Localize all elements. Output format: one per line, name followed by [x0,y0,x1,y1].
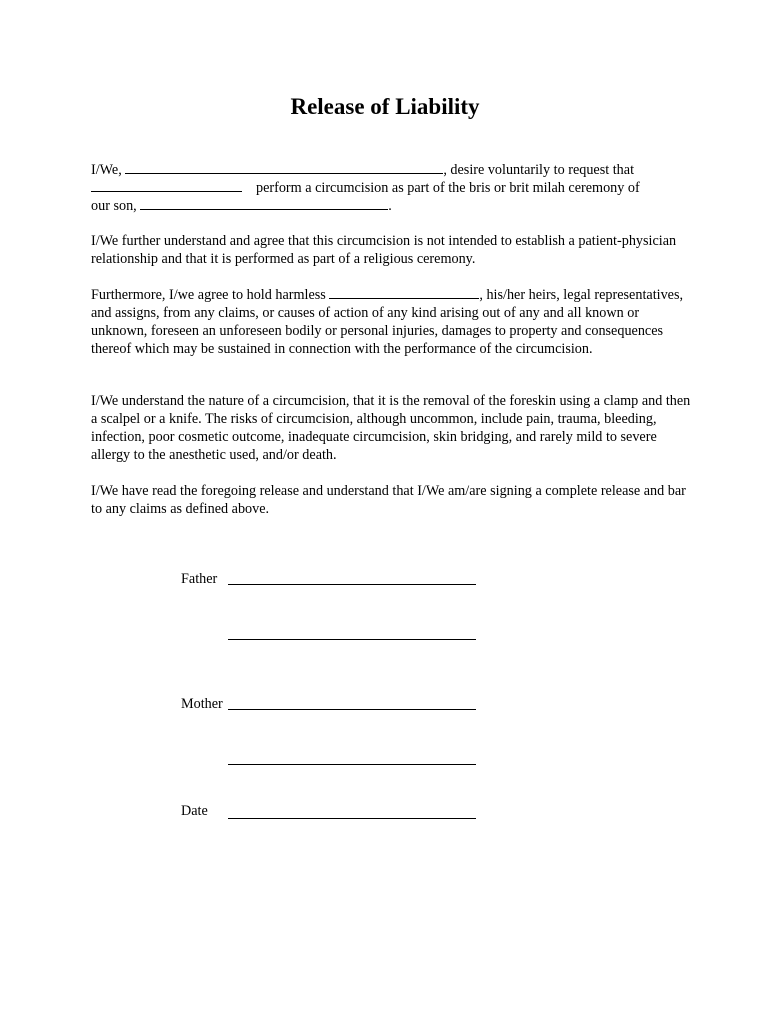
hold-harmless-name-blank[interactable] [329,285,479,299]
hold-harmless-end: , his/her heirs, legal representatives, and assigns, from any claims, or causes of action of any kind arising out of any and all known or unknown, foreseen an unforeseen bodily or personal injuries, damages to property and consequences thereof which may be sustained in connection with the performance of the circumcision. [91,287,684,357]
requester-name-blank[interactable] [125,160,443,174]
paragraph-relationship: I/We further understand and agree that this circumcision is not intended to establish a patient-physician relationship and that it is performed as part of a religious ceremony. [91,233,677,267]
paragraph-risks: I/We understand the nature of a circumcision, that it is the removal of the foreskin using a clamp and then a scalpel or a knife. The risks of circumcision, although uncommon, include pain, trauma, bleeding, infection, poor cosmetic outcome, inadequate circumcision, skin bridging, and rarely mild to severe allergy to the anesthetic used, and/or death. [91,393,691,463]
father-label: Father [181,571,218,587]
intro-line-2-text: perform a circumcision as part of the bris or brit milah ceremony of [256,180,640,196]
father-signature-line[interactable] [228,584,476,585]
mother-signature-line[interactable] [228,709,476,710]
intro-line-3-end: . [388,198,392,214]
date-line[interactable] [228,818,476,819]
date-label: Date [181,803,208,819]
paragraph-hold-harmless [91,285,691,358]
intro-line-1-end: , desire voluntarily to request that [443,162,635,178]
document-title: Release of Liability [290,94,480,119]
intro-line-1 [91,160,634,179]
intro-line-3-start: our son, [91,198,137,214]
father-second-signature-line[interactable] [228,639,476,640]
paragraph-acknowledgement: I/We have read the foregoing release and understand that I/We am/are signing a complete release and bar to any claims as defined above. [91,483,686,517]
intro-line-1-start: I/We, [91,162,122,178]
intro-line-3 [91,196,392,215]
mohel-name-blank[interactable] [91,178,242,192]
mother-second-signature-line[interactable] [228,764,476,765]
intro-line-2 [91,178,640,197]
mother-label: Mother [181,696,223,712]
hold-harmless-start: Furthermore, I/we agree to hold harmless [91,287,326,303]
son-name-blank[interactable] [140,196,388,210]
